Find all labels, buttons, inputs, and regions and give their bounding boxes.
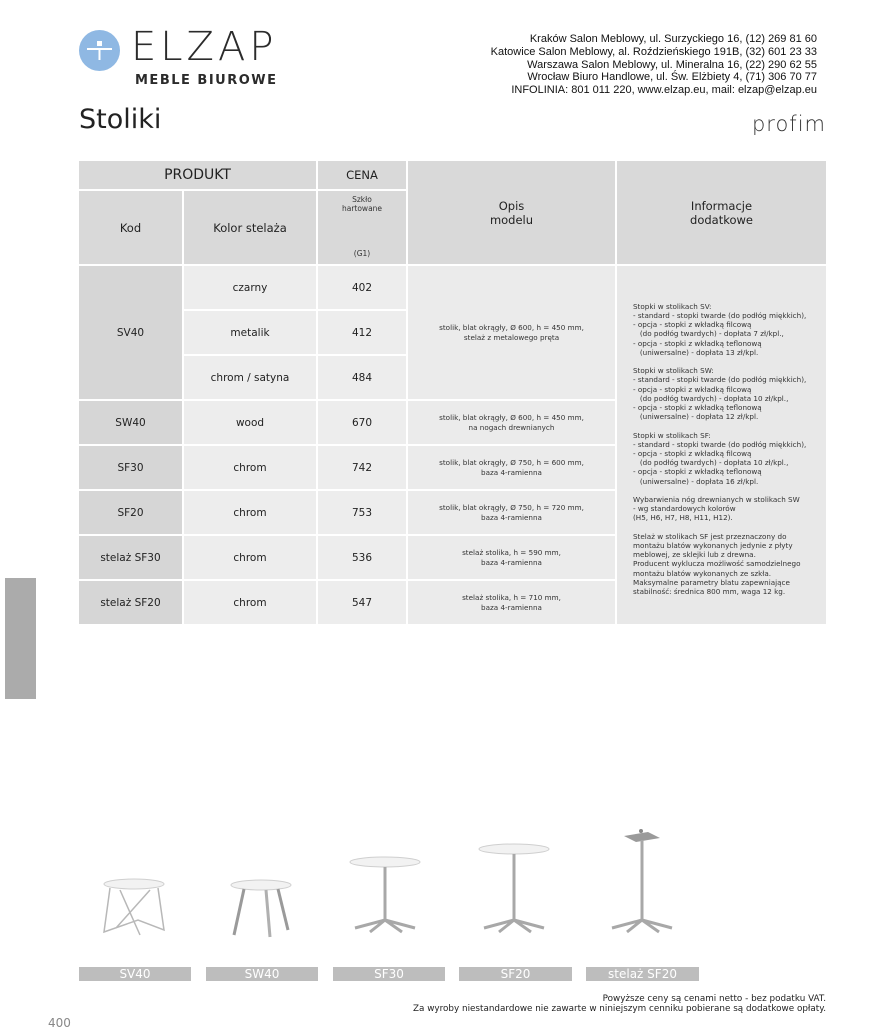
sv40-table-icon bbox=[104, 879, 164, 935]
row-kod: stelaż SF20 bbox=[79, 581, 182, 624]
row-opis: stolik, blat okrągły, Ø 750, h = 720 mm, baza 4-ramienna bbox=[408, 491, 615, 534]
contact-block bbox=[491, 33, 817, 97]
page-title: Stoliki bbox=[79, 104, 162, 135]
row-cena: 742 bbox=[318, 446, 406, 489]
row-cena: 402 bbox=[318, 266, 406, 309]
contact-line: Katowice Salon Meblowy, al. Roździeńskiego 191B, (32) 601 23 33 bbox=[490, 45, 817, 58]
sf20-table-icon bbox=[479, 844, 549, 932]
row-kolor: chrom bbox=[184, 581, 316, 624]
contact-line: Wrocław Biuro Handlowe, ul. Św. Elżbiety 4, (71) 306 70 77 bbox=[527, 71, 817, 84]
info-cell bbox=[617, 266, 826, 624]
product-label-sw40: SW40 bbox=[206, 967, 318, 981]
logo-emblem-icon bbox=[79, 30, 120, 71]
row-kolor: chrom / satyna bbox=[184, 356, 316, 399]
header-produkt: PRODUKT bbox=[79, 161, 316, 189]
product-label-stelaz-sf20: stelaż SF20 bbox=[586, 967, 699, 981]
header-info: Informacje dodatkowe bbox=[617, 161, 826, 264]
row-kod: stelaż SF30 bbox=[79, 536, 182, 579]
row-cena: 536 bbox=[318, 536, 406, 579]
row-kod: SV40 bbox=[79, 266, 182, 399]
profim-brand-logo: profim bbox=[751, 112, 826, 136]
row-kolor: chrom bbox=[184, 446, 316, 489]
row-cena: 753 bbox=[318, 491, 406, 534]
footer-line: Powyższe ceny są cenami netto - bez podatku VAT. bbox=[602, 994, 826, 1004]
contact-line: Warszawa Salon Meblowy, ul. Mineralna 16, (22) 290 62 55 bbox=[527, 58, 817, 71]
row-kolor: czarny bbox=[184, 266, 316, 309]
row-kod: SF30 bbox=[79, 446, 182, 489]
logo-wordmark: ELZAP bbox=[131, 24, 278, 70]
header-szklo: Szkło hartowane bbox=[341, 195, 383, 213]
footer-note bbox=[413, 994, 826, 1014]
header-g1: (G1) bbox=[353, 249, 371, 258]
page-number: 400 bbox=[48, 1016, 71, 1030]
footer-line: Za wyroby niestandardowe nie zawarte w niniejszym cenniku pobierane są dodatkowe opłaty. bbox=[412, 1004, 826, 1014]
product-illustrations bbox=[0, 820, 896, 965]
stelaz-sf20-frame-icon bbox=[612, 829, 672, 932]
row-cena: 547 bbox=[318, 581, 406, 624]
row-cena: 412 bbox=[318, 311, 406, 354]
row-kolor: wood bbox=[184, 401, 316, 444]
info-text: Stopki w stolikach SV: - standard - stopki twarde (do podłóg miękkich), - opcja - stopki z wkładką filcową (do podłóg twardych) - dopłata 7 zł/kpl., - opcja - stopki z wkładką teflonową (uniwersalne) - dopłata 13 zł/kpl. Stopki w stolikach SW: - standard - stopki twarde (do podłóg miękkich), - opcja - stopki z wkładką filcową (do podłóg twardych) - dopłata 10 zł/kpl., - opcja - stopki z wkładką teflonową (uniwersalne) - dopłata 12 zł/kpl. Stopki w stolikach SF: - standard - stopki twarde (do podłóg miękkich), - opcja - stopki z wkładką filcową (do podłóg twardych) - dopłata 10 zł/kpl., - opcja - stopki z wkładką teflonową (uniwersalne) - dopłata 16 zł/kpl. Wybarwienia nóg drewnianych w stolikach SW - wg standardowych kolorów (H5, H6, H7, H8, H11, H12). Stelaż w stolikach SF jest przeznaczony do montażu blatów wykonanych jedynie z płyty meblowej, ze sklejki lub z drewna. Producent wyklucza możliwość samodzielnego montażu blatów wykonanych ze szkła. Maksymalne parametry blatu zapewniające stabilność: średnica 800 mm, waga 12 kg. bbox=[633, 301, 807, 597]
header-opis: Opis modelu bbox=[408, 161, 615, 264]
row-cena: 484 bbox=[318, 356, 406, 399]
row-cena: 670 bbox=[318, 401, 406, 444]
header-cena: CENA bbox=[318, 161, 406, 189]
contact-line: Kraków Salon Meblowy, ul. Surzyckiego 16, (12) 269 81 60 bbox=[529, 33, 817, 45]
row-kolor: metalik bbox=[184, 311, 316, 354]
row-opis: stolik, blat okrągły, Ø 600, h = 450 mm, stelaż z metalowego pręta bbox=[408, 266, 615, 399]
row-kolor: chrom bbox=[184, 491, 316, 534]
product-label-sf20: SF20 bbox=[459, 967, 572, 981]
row-opis: stolik, blat okrągły, Ø 750, h = 600 mm, baza 4-ramienna bbox=[408, 446, 615, 489]
sw40-table-icon bbox=[231, 880, 291, 937]
row-opis: stelaż stolika, h = 590 mm, baza 4-ramienna bbox=[408, 536, 615, 579]
header-kolor: Kolor stelaża bbox=[184, 191, 316, 264]
price-table bbox=[79, 161, 826, 624]
sf30-table-icon bbox=[350, 857, 420, 932]
row-kolor: chrom bbox=[184, 536, 316, 579]
row-kod: SF20 bbox=[79, 491, 182, 534]
side-tab bbox=[5, 578, 36, 699]
contact-line: INFOLINIA: 801 011 220, www.elzap.eu, mail: elzap@elzap.eu bbox=[511, 84, 817, 97]
row-opis: stolik, blat okrągły, Ø 600, h = 450 mm, na nogach drewnianych bbox=[408, 401, 615, 444]
product-label-sv40: SV40 bbox=[79, 967, 191, 981]
row-opis: stelaż stolika, h = 710 mm, baza 4-ramienna bbox=[408, 581, 615, 624]
logo-subtitle: MEBLE BIUROWE bbox=[135, 73, 278, 88]
header-kod: Kod bbox=[79, 191, 182, 264]
header-szklo-cell bbox=[318, 191, 406, 264]
product-label-sf30: SF30 bbox=[333, 967, 445, 981]
row-kod: SW40 bbox=[79, 401, 182, 444]
